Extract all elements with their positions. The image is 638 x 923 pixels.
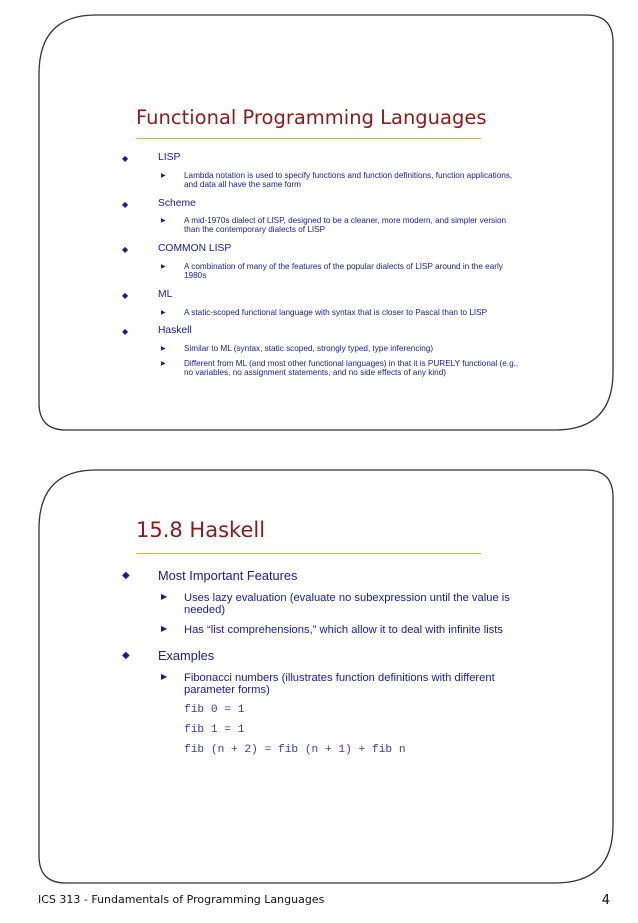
triangle-right-icon: ▶ [161,309,166,316]
triangle-right-icon: ▶ [161,264,166,271]
sub-item-text: Similar to ML (syntax, static scoped, strongly typed, type inferencing) [184,344,434,354]
sub-item [158,592,522,616]
sub-item [158,309,522,318]
item-label: Most Important Features [158,568,298,583]
title-underline [136,553,481,554]
item-label: COMMON LISP [158,243,232,255]
diamond-icon: ◆ [122,199,129,209]
code-line: fib 0 = 1 [184,704,245,717]
slide-content [122,152,522,386]
diamond-icon: ◆ [122,245,129,255]
sub-item [158,217,522,235]
slide-content [122,568,522,768]
sub-item-text: Different from ML (and most other functional languages) in that it is PURELY functional (e.g., no variables, no assignment statements, and no side effects of any kind) [184,359,519,378]
item-label: Scheme [158,197,196,209]
sub-item [158,360,522,378]
sub-item-text: Has “list comprehensions,” which allow it to deal with infinite lists [184,624,503,637]
sub-item [158,172,522,190]
course-title: ICS 313 - Fundamentals of Programming Languages [38,893,325,906]
item-label: Haskell [158,325,192,337]
sub-item-text: A combination of many of the features of the popular dialects of LISP around in the early 1980s [184,262,503,280]
sub-item-text: Uses lazy evaluation (evaluate no subexpression until the value is needed) [184,591,510,617]
sub-item-text: Fibonacci numbers (illustrates function definitions with different parameter forms) [184,672,495,697]
list-item-features [122,568,522,636]
title-underline [136,138,481,139]
triangle-right-icon: ▶ [161,624,168,634]
list-item-common-lisp [122,243,522,281]
triangle-right-icon: ▶ [161,361,166,368]
list-item-examples [122,648,522,756]
triangle-right-icon: ▶ [161,591,168,601]
triangle-right-icon: ▶ [161,218,166,225]
diamond-icon: ◆ [122,290,129,300]
slide-title: 15.8 Haskell [136,518,266,542]
slide-functional-languages [38,14,614,431]
sub-item [158,263,522,281]
list-item-lisp [122,152,522,190]
diamond-icon: ◆ [122,154,129,163]
diamond-icon: ◆ [122,327,129,337]
slide-haskell [38,469,614,884]
list-item-scheme [122,198,522,236]
list-item-ml [122,289,522,318]
triangle-right-icon: ▶ [161,672,168,682]
diamond-icon: ◆ [122,650,130,662]
slide-title: Functional Programming Languages [136,106,487,129]
diamond-icon: ◆ [122,570,130,581]
triangle-right-icon: ▶ [161,172,166,179]
item-label: Examples [158,648,215,664]
item-label: ML [158,288,173,300]
triangle-right-icon: ▶ [161,346,166,353]
code-line: fib (n + 2) = fib (n + 1) + fib n [184,744,406,757]
item-label: LISP [158,152,181,163]
code-line: fib 1 = 1 [184,724,245,737]
sub-item [158,345,522,354]
sub-item [158,624,522,636]
sub-item [158,672,522,696]
list-item-haskell [122,325,522,377]
sub-item-text: A mid-1970s dialect of LISP, designed to be a cleaner, more modern, and simpler version than the contemporary dialects of LISP [184,216,507,235]
sub-item-text: A static-scoped functional language with syntax that is closer to Pascal than to LISP [184,307,488,317]
sub-item-text: Lambda notation is used to specify functions and function definitions, function applications, and data all have the same form [184,170,513,189]
page-number: 4 [601,893,610,908]
